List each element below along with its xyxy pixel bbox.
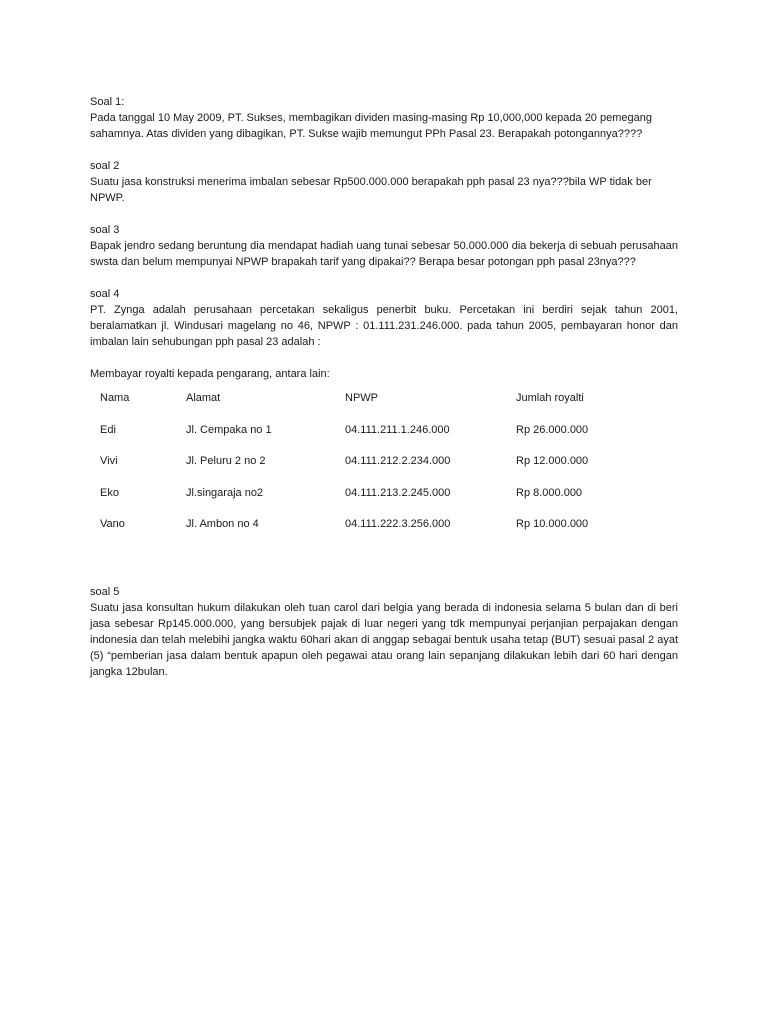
cell-npwp: 04.111.213.2.245.000 — [345, 486, 451, 499]
soal-5-title: soal 5 — [90, 585, 120, 598]
soal-3 — [90, 222, 678, 270]
soal-2-title: soal 2 — [90, 160, 120, 172]
soal-1 — [90, 94, 678, 142]
cell-jumlah-royalti: Rp 8.000.000 — [516, 486, 583, 499]
soal-2 — [90, 158, 678, 206]
soal-5-body: Suatu jasa konsultan hukum dilakukan oleh tuan carol dari belgia yang berada di indonesia selama 5 bulan dan di beri jasa sebesar Rp145.000.000, yang bersubjek pajak di luar negeri yang tdk mempunyai perjanjian perpajakan dengan indonesia dan telah melebihi jangka waktu 60hari akan di anggap sebagai bentuk usaha tetap (BUT) sesuai pasal 2 ayat (5) “pemberian jasa dalam bentuk apapun oleh pegawai atau orang lain sepanjang dilakukan lebih dari 60 hari dengan jangka 12bulan. — [90, 601, 678, 678]
cell-jumlah-royalti: Rp 12.000.000 — [516, 455, 589, 467]
cell-nama: Vivi — [100, 455, 118, 467]
soal-1-body: Pada tanggal 10 May 2009, PT. Sukses, membagikan dividen masing-masing Rp 10,000,000 kepada 20 pemegang sahamnya. Atas dividen yang dibagikan, PT. Sukse wajib memungut PPh Pasal 23. Berapakah potongannya???? — [90, 112, 652, 140]
soal-4-body: PT. Zynga adalah perusahaan percetakan sekaligus penerbit buku. Percetakan ini berdiri sejak tahun 2001, beralamatkan jl. Windusari magelang no 46, NPWP : 01.111.231.246.000. pada tahun 2005, pembayaran honor dan imbalan lain sehubungan pph pasal 23 adalah : — [90, 304, 678, 348]
soal-5 — [90, 584, 678, 680]
cell-jumlah-royalti: Rp 10.000.000 — [516, 518, 589, 530]
cell-npwp: 04.111.211.1.246.000 — [345, 423, 450, 436]
cell-nama: Vano — [100, 518, 125, 530]
table-row — [90, 516, 676, 548]
header-alamat: Alamat — [186, 392, 221, 404]
table-row — [90, 422, 676, 454]
soal-3-body: Bapak jendro sedang beruntung dia mendapat hadiah uang tunai sebesar 50.000.000 dia bekerja di sebuah perusahaan swsta dan belum mempunyai NPWP brapakah tarif yang dipakai?? Berapa besar potongan pph pasal 23nya??? — [90, 240, 678, 268]
table-row — [90, 453, 676, 485]
cell-alamat: Jl.singaraja no2 — [186, 486, 264, 499]
cell-alamat: Jl. Cempaka no 1 — [186, 423, 272, 436]
soal-4 — [90, 286, 678, 350]
royalti-table — [90, 390, 676, 548]
soal-4-title: soal 4 — [90, 288, 120, 300]
cell-nama: Edi — [100, 423, 116, 436]
table-header-row — [90, 390, 676, 422]
cell-jumlah-royalti: Rp 26.000.000 — [516, 423, 589, 436]
soal-1-title: Soal 1: — [90, 96, 125, 108]
soal-2-body: Suatu jasa konstruksi menerima imbalan sebesar Rp500.000.000 berapakah pph pasal 23 nya???bila WP tidak ber NPWP. — [90, 176, 652, 204]
header-jumlah-royalti: Jumlah royalti — [516, 392, 584, 404]
cell-alamat: Jl. Peluru 2 no 2 — [186, 455, 266, 467]
header-npwp: NPWP — [345, 392, 378, 404]
cell-nama: Eko — [100, 486, 119, 499]
cell-npwp: 04.111.222.3.256.000 — [345, 518, 451, 530]
table-row — [90, 485, 676, 517]
cell-npwp: 04.111.212.2.234.000 — [345, 455, 451, 467]
soal-3-title: soal 3 — [90, 224, 120, 236]
royalti-intro: Membayar royalti kepada pengarang, antara lain: — [90, 368, 330, 380]
cell-alamat: Jl. Ambon no 4 — [186, 518, 259, 530]
header-nama: Nama — [100, 392, 130, 404]
document-content — [90, 94, 678, 696]
